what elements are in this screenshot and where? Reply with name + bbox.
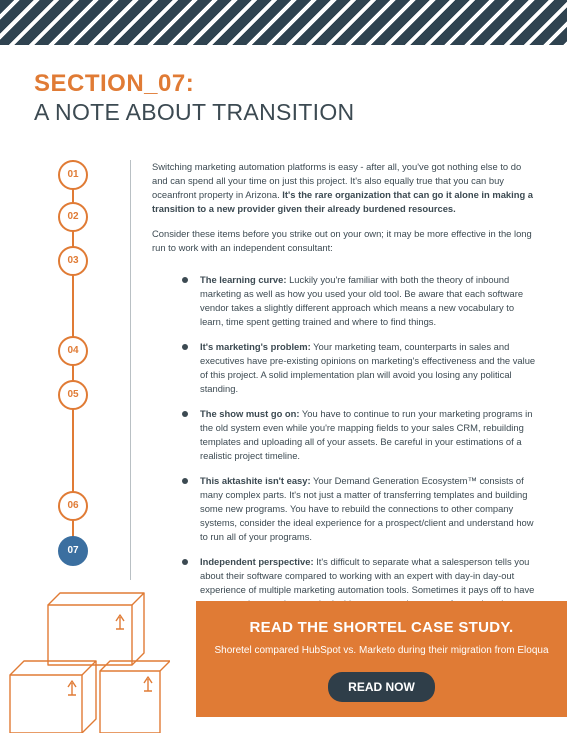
bullet-icon xyxy=(182,478,188,484)
banner-heading: READ THE SHORTEL CASE STUDY. xyxy=(249,619,514,636)
stacked-boxes-illustration xyxy=(0,585,170,733)
item-text: You have to continue to run your marketing programs in the old system even while you're mapping fields to your sales CRM, rebuilding templates and uploading all of your assets. Be careful in your estimations of a realistic project timeline. xyxy=(200,408,533,461)
list-item xyxy=(182,273,536,329)
banner-subtext: Shoretel compared HubSpot vs. Marketo during their migration from Eloqua xyxy=(214,645,549,656)
bullet-icon xyxy=(182,411,188,417)
column-divider xyxy=(130,160,131,580)
bullet-icon xyxy=(182,344,188,350)
considerations-list xyxy=(152,273,536,625)
item-title: This aktashite isn't easy: xyxy=(200,475,311,486)
header-stripe-decoration xyxy=(0,0,567,45)
item-text: Your Demand Generation Ecosystem™ consists of many complex parts. It's not just a matter of transferring templates and building some new programs. You have to rebuild the connections to other company systems, consider the ideal experience for a prospect/client and understand how to run all of your programs. xyxy=(200,475,534,542)
section-timeline xyxy=(58,160,88,570)
item-text: Luckily you're familiar with both the theory of inbound marketing as well as how you used your old tool. Be aware that each software vendor takes a slightly different approach which means a new vocabulary to learn, time spent getting trained and where to find things. xyxy=(200,274,524,327)
bullet-icon xyxy=(182,559,188,565)
item-text: It's difficult to separate what a salesperson tells you about their software compared to working with an expert with day-in day-out experience of multiple marketing automation tools. Sometimes it pays off to have xyxy=(200,556,535,595)
timeline-step-03[interactable]: 03 xyxy=(58,246,88,276)
case-study-banner xyxy=(196,601,567,717)
item-title: Independent perspective: xyxy=(200,556,314,567)
section-label: SECTION_07: xyxy=(34,70,195,97)
bullet-icon xyxy=(182,277,188,283)
list-item xyxy=(182,340,536,396)
intro-text: Switching marketing automation platforms is easy - after all, you've got nothing else to do and can spend all your time on just this project. It's also equally true that you can buy oceanfront property in Arizona. xyxy=(152,161,522,200)
intro-emphasis: It's the rare organization that can go it alone in making a transition to a new provider given their already burdened resources. xyxy=(152,189,534,214)
timeline-step-05[interactable]: 05 xyxy=(58,380,88,410)
intro-paragraph xyxy=(152,160,536,216)
consider-paragraph: Consider these items before you strike out on your own; it may be more effective in the long run to work with an independent consultant: xyxy=(152,228,532,253)
item-title: It's marketing's problem: xyxy=(200,341,311,352)
timeline-step-01[interactable]: 01 xyxy=(58,160,88,190)
timeline-step-04[interactable]: 04 xyxy=(58,336,88,366)
timeline-step-06[interactable]: 06 xyxy=(58,491,88,521)
list-item xyxy=(182,407,536,463)
read-now-button[interactable]: READ NOW xyxy=(328,672,435,702)
main-content xyxy=(152,160,536,636)
item-title: The learning curve: xyxy=(200,274,287,285)
list-item xyxy=(182,474,536,544)
timeline-step-02[interactable]: 02 xyxy=(58,202,88,232)
item-title: The show must go on: xyxy=(200,408,300,419)
item-text: Your marketing team, counterparts in sales and executives have pre-existing opinions on marketing's effectiveness and the value of this project. A solid implementation plan will avoid you losing any political standing. xyxy=(200,341,536,394)
title-block xyxy=(34,70,354,126)
timeline-step-07-active[interactable]: 07 xyxy=(58,536,88,566)
page-title: A NOTE ABOUT TRANSITION xyxy=(34,99,355,125)
